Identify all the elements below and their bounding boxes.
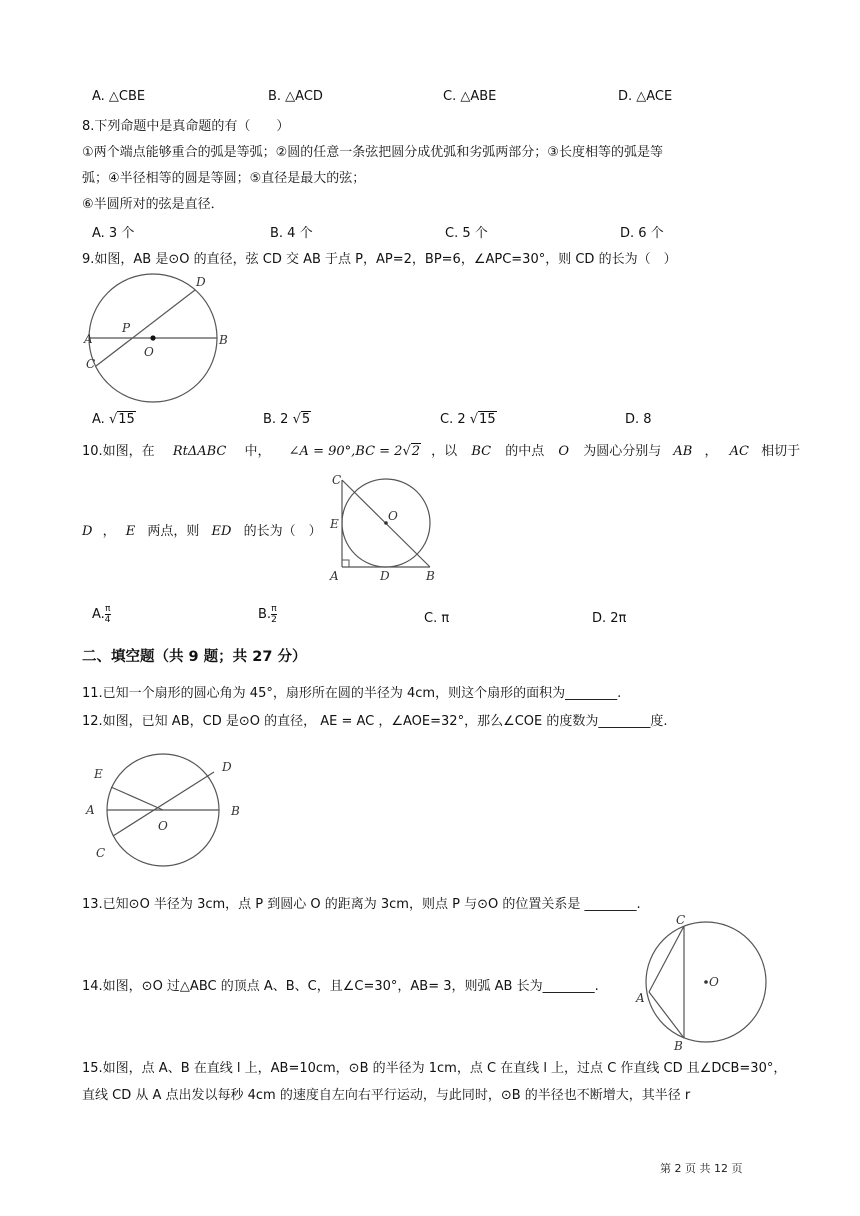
q10-label-a: A (330, 569, 339, 583)
q12-label-c: C (96, 846, 106, 860)
page-number-footer: 第 2 页 共 12 页 (660, 1162, 743, 1175)
q14-center-dot (704, 980, 708, 984)
q10-option-d: D. 2π (592, 611, 627, 626)
q9-stem: 9.如图，AB 是⊙O 的直径，弦 CD 交 AB 于点 P，AP=2，BP=6，∠APC=30°，则 CD 的长为（ ） (82, 252, 677, 267)
q7-option-b: B. △ACD (268, 89, 323, 104)
q14-label-a: A (636, 991, 645, 1005)
q14-label-c: C (676, 913, 686, 927)
q8-option-b: B. 4 个 (270, 226, 313, 241)
q12-label-d: D (222, 760, 232, 774)
q10-triangle-diagram (322, 470, 452, 585)
q12-label-o: O (158, 819, 168, 833)
q7-option-a: A. △CBE (92, 89, 146, 104)
q13-text: 13.已知⊙O 半径为 3cm，点 P 到圆心 O 的距离为 3cm，则点 P 与⊙O 的位置关系是 ________. (82, 897, 641, 912)
q8-line-1: ①两个端点能够重合的弧是等弧；②圆的任意一条弦把圆分成优弧和劣弧两部分；③长度相等的弧是等 (82, 145, 663, 160)
q8-stem: 8.下列命题中是真命题的有（ ） (82, 119, 290, 134)
q8-option-a: A. 3 个 (92, 226, 135, 241)
q12-label-e: E (94, 767, 103, 781)
q11-text: 11.已知一个扇形的圆心角为 45°，扇形所在圆的半径为 4cm，则这个扇形的面积为________. (82, 686, 622, 701)
q14-label-o: O (709, 975, 719, 989)
q15-line-2: 直线 CD 从 A 点出发以每秒 4cm 的速度自左向右平行运动，与此同时，⊙B 的半径也不断增大，其半径 r (82, 1088, 691, 1103)
q9-option-a: A. √15 (92, 412, 135, 427)
q7-option-c: C. △ABE (443, 89, 497, 104)
q12-radius-oe (111, 787, 163, 810)
q10-label-o: O (388, 509, 398, 523)
q12-circle-diagram (80, 750, 250, 875)
q10-label-b: B (426, 569, 435, 583)
q12-text: 12.如图，已知 AB，CD 是⊙O 的直径， AE = AC ，∠AOE=32°，那么∠COE 的度数为________度. (82, 714, 668, 729)
q10-label-d: D (380, 569, 390, 583)
q10-option-c: C. π (424, 611, 450, 626)
q9-label-b: B (219, 333, 228, 347)
q10-option-b: B. $\frac{\pi}{2}$ (258, 604, 277, 625)
q8-line-2: 弧；④半径相等的圆是等圆；⑤直径是最大的弦； (82, 171, 366, 186)
q10-right-angle-mark (342, 560, 349, 567)
q10-label-e: E (330, 517, 339, 531)
q9-label-o: O (144, 345, 154, 359)
q9-circle-diagram (80, 270, 240, 410)
q14-label-b: B (674, 1039, 683, 1050)
section-heading-fill-in: 二、填空题（共 9 题；共 27 分） (82, 649, 307, 665)
q9-option-d: D. 8 (625, 412, 652, 427)
q14-circle-diagram (630, 910, 770, 1050)
q9-label-a: A (84, 332, 93, 346)
q9-center-dot (150, 335, 155, 340)
q9-option-b: B. 2 √5 (263, 412, 311, 427)
q10-option-a: A. $\frac{\pi}{4}$ (92, 604, 111, 625)
q9-option-c: C. 2 √15 (440, 412, 496, 427)
q14-text: 14.如图，⊙O 过△ABC 的顶点 A、B、C，且∠C=30°，AB= 3，则弧 AB 长为________. (82, 979, 599, 994)
q15-line-1: 15.如图，点 A、B 在直线 l 上，AB=10cm，⊙B 的半径为 1cm，点 C 在直线 l 上，过点 C 作直线 CD 且∠DCB=30°， (82, 1061, 787, 1076)
q9-label-p: P (122, 321, 131, 335)
q7-option-d: D. △ACE (618, 89, 673, 104)
q10-stem-line-1: 10.如图，在 RtΔABC 中， ∠A = 90°,BC = 2√2 ，以 BC 的中点 O 为圆心分别与 AB ， AC 相切于 (82, 444, 801, 459)
q9-label-d: D (196, 275, 206, 289)
q12-label-b: B (231, 804, 240, 818)
q14-side-ac (649, 926, 684, 992)
q10-stem-line-2: D ， E 两点，则 ED 的长为（ ） (82, 524, 322, 539)
q8-line-3: ⑥半圆所对的弦是直径． (82, 197, 224, 212)
q8-option-c: C. 5 个 (445, 226, 488, 241)
q8-option-d: D. 6 个 (620, 226, 664, 241)
q14-side-ab (649, 992, 684, 1038)
q12-label-a: A (86, 803, 95, 817)
q9-label-c: C (86, 357, 96, 371)
q10-label-c: C (332, 473, 342, 487)
